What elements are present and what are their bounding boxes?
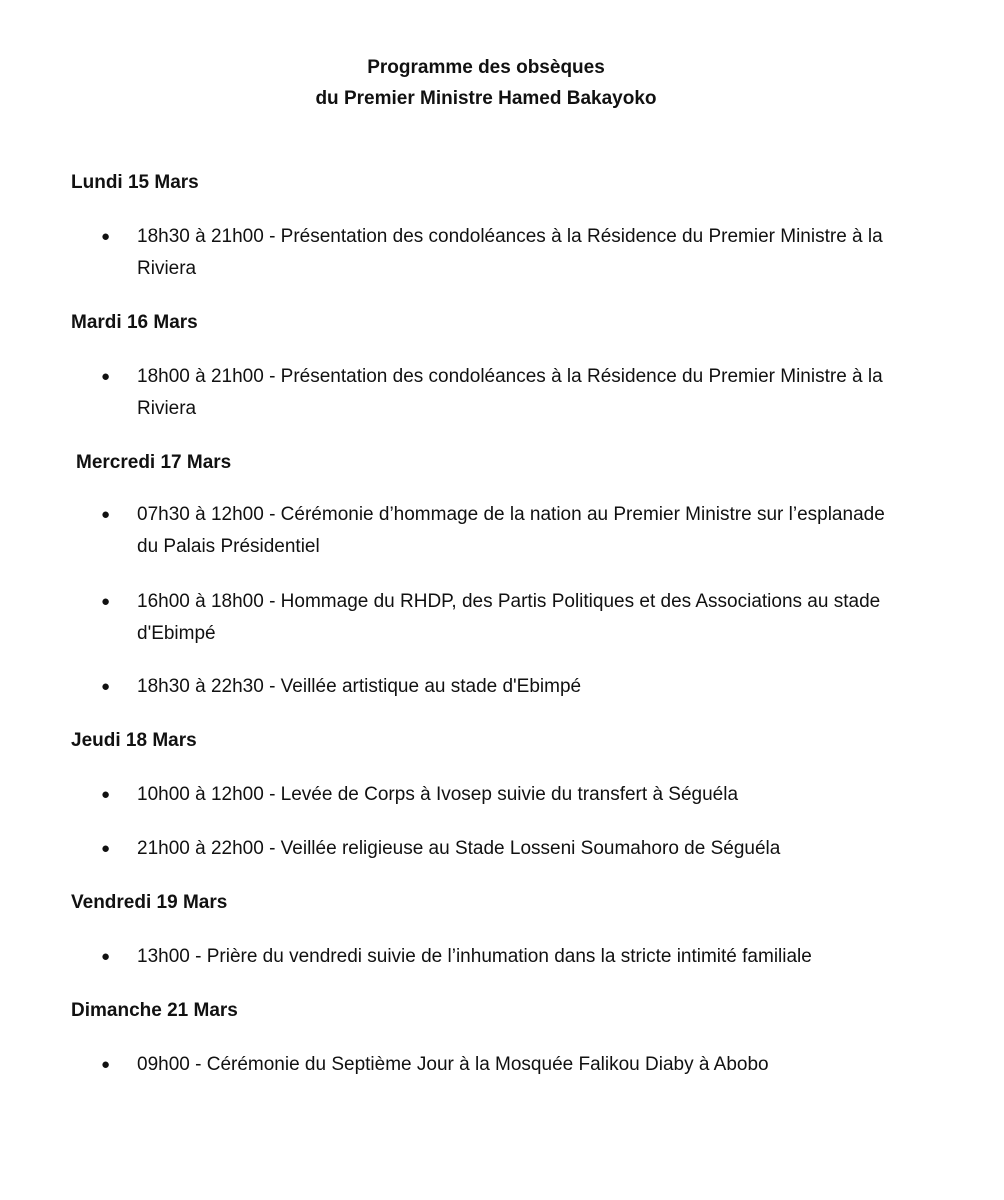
item-text: 18h00 à 21h00 - Présentation des condoléances à la Résidence du Premier Ministre à la Riviera bbox=[137, 366, 883, 419]
item-text: 09h00 - Cérémonie du Septième Jour à la Mosquée Falikou Diaby à Abobo bbox=[137, 1054, 769, 1075]
bullet-icon: ● bbox=[101, 228, 111, 245]
title-line-1: Programme des obsèques bbox=[367, 57, 605, 78]
item-text: 13h00 - Prière du vendredi suivie de l’inhumation dans la stricte intimité familiale bbox=[137, 946, 812, 967]
item-text: 07h30 à 12h00 - Cérémonie d’hommage de la nation au Premier Ministre sur l’esplanade du Palais Présidentiel bbox=[137, 504, 885, 557]
list-item bbox=[101, 586, 901, 649]
bullet-icon: ● bbox=[101, 840, 111, 857]
day-heading-jeudi: Jeudi 18 Mars bbox=[71, 730, 197, 751]
list-item bbox=[101, 941, 901, 973]
list-item bbox=[101, 1049, 901, 1081]
list-item bbox=[101, 671, 901, 703]
list-item bbox=[101, 833, 901, 865]
item-text: 18h30 à 21h00 - Présentation des condoléances à la Résidence du Premier Ministre à la Riviera bbox=[137, 226, 883, 279]
list-item bbox=[101, 499, 901, 562]
bullet-icon: ● bbox=[101, 786, 111, 803]
document-title bbox=[0, 52, 972, 114]
day-heading-lundi: Lundi 15 Mars bbox=[71, 172, 199, 193]
item-text: 21h00 à 22h00 - Veillée religieuse au Stade Losseni Soumahoro de Séguéla bbox=[137, 838, 781, 859]
list-item bbox=[101, 779, 901, 811]
item-text: 10h00 à 12h00 - Levée de Corps à Ivosep suivie du transfert à Séguéla bbox=[137, 784, 739, 805]
bullet-icon: ● bbox=[101, 368, 111, 385]
bullet-icon: ● bbox=[101, 678, 111, 695]
bullet-icon: ● bbox=[101, 948, 111, 965]
item-text: 18h30 à 22h30 - Veillée artistique au stade d'Ebimpé bbox=[137, 676, 582, 697]
bullet-icon: ● bbox=[101, 506, 111, 523]
day-heading-vendredi: Vendredi 19 Mars bbox=[71, 892, 228, 913]
day-heading-mardi: Mardi 16 Mars bbox=[71, 312, 198, 333]
list-item bbox=[101, 221, 901, 284]
bullet-icon: ● bbox=[101, 1056, 111, 1073]
title-line-2: du Premier Ministre Hamed Bakayoko bbox=[315, 88, 657, 109]
item-text: 16h00 à 18h00 - Hommage du RHDP, des Partis Politiques et des Associations au stade d'Ebimpé bbox=[137, 591, 881, 644]
day-heading-dimanche: Dimanche 21 Mars bbox=[71, 1000, 238, 1021]
bullet-icon: ● bbox=[101, 593, 111, 610]
list-item bbox=[101, 361, 901, 424]
day-heading-mercredi: Mercredi 17 Mars bbox=[76, 452, 232, 473]
